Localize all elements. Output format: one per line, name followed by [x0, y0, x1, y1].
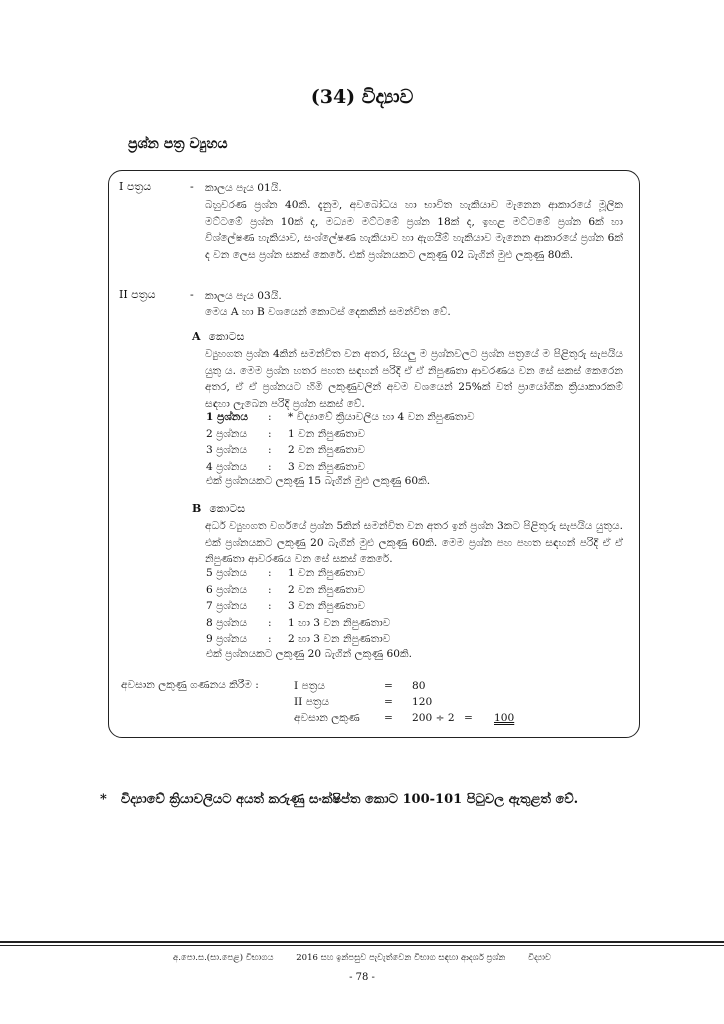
question-number: 7 ප්‍රශ්නය	[206, 600, 248, 613]
page-number: - 78 -	[349, 972, 375, 983]
section-heading: ප්‍රශ්න පත්‍ර ව්‍යුහය	[128, 136, 228, 152]
asterisk: *	[100, 792, 107, 807]
question-number: 8 ප්‍රශ්නය	[206, 616, 248, 629]
partA-label: කොටස	[208, 330, 245, 343]
question-competency: 2 හා 3 වන නිපුණතාව	[288, 633, 391, 646]
partA-body: ව්‍යුහගත ප්‍රශ්න 4කින් සමන්විත වන අතර, සියලු ම ප්‍රශ්නවලට ප්‍රශ්න පත්‍රයේ ම පිළිතුරු සැපයිය යුතු ය. මෙම ප්‍රශ්න හතර පහත සඳහන් පරිදි ඒ ඒ නිපුණතා ආවරණය වන සේ සකස් කෙරෙන අතර, ඒ ඒ ප්‍රශ්නයට හිමි ලකුණුවලින් අවම වශයෙන් 25%ක් වත් ප්‍රායෝගික ක්‍රියාකාරකම් සඳහා ලැබෙන පරිදි ප්‍රශ්න සකස් වේ.	[205, 348, 623, 410]
row-value: 200 ÷ 2	[412, 712, 455, 724]
partA-marks: එක් ප්‍රශ්නයකට ලකුණු 15 බැගින් මුළු ලකුණු 60කි.	[206, 475, 431, 487]
colon: :	[268, 616, 272, 629]
row-key: I පත්‍රය	[294, 680, 325, 692]
list-item	[206, 409, 475, 426]
list-item	[206, 565, 390, 582]
partB-marks: එක් ප්‍රශ්නයකට ලකුණු 20 බැගින් ලකුණු 60කි.	[206, 648, 412, 660]
question-competency: 2 වන නිපුණතාව	[288, 444, 366, 457]
paper2-dash: -	[190, 288, 194, 301]
colon: :	[268, 460, 272, 473]
list-item	[206, 598, 390, 615]
footnote	[100, 792, 660, 807]
row-value: 120	[412, 696, 433, 708]
question-competency: 1 හා 3 වන නිපුණතාව	[288, 616, 391, 629]
question-competency: 3 වන නිපුණතාව	[288, 460, 366, 473]
paper1-dash: -	[190, 180, 194, 193]
list-item	[206, 459, 475, 476]
final-marks-label: අවසාන ලකුණු ගණනය කිරීම :	[121, 679, 259, 691]
partA-letter: A	[192, 330, 201, 343]
row-key: II පත්‍රය	[294, 696, 330, 708]
paper2-label: II පත්‍රය	[119, 288, 156, 301]
colon: :	[268, 567, 272, 579]
row-equals: =	[384, 712, 393, 724]
partB-question-list	[206, 565, 390, 648]
colon: :	[268, 600, 272, 613]
list-item	[206, 426, 475, 443]
question-competency: 1 වන නිපුණතාව	[288, 567, 366, 579]
paper1-body: බහුවරණ ප්‍රශ්න 40කි. දැනුම, අවබෝධය හා භාවිත හැකියාව මැනෙන ආකාරයේ මූලික මට්ටමේ ප්‍රශ්න 10ක් ද, මධ්‍යම මට්ටමේ ප්‍රශ්න 18ක් ද, ඉහළ මට්ටමේ ප්‍රශ්න 6ක් හා විශ්ලේෂණ හැකියාව, සංශ්ලේෂණ හැකියාව හා ඇගයීම් හැකියාව මැනෙන ආකාරයේ ප්‍රශ්න 6ක් ද වන ලෙස ප්‍රශ්න සකස් කෙරේ. එක් ප්‍රශ්නයකට ලකුණු 02 බැගින් මුළු ලකුණු 80කි.	[205, 199, 623, 261]
partB-heading	[192, 502, 245, 516]
list-item	[206, 631, 390, 648]
question-number: 5 ප්‍රශ්නය	[206, 567, 248, 579]
footer-description: 2016 සහ ඉන්පසුව පැවැත්වෙන විභාග සඳහා ආදර්ශ ප්‍රශ්න	[296, 953, 506, 963]
list-item	[206, 615, 390, 632]
paper2-intro: මෙය A හා B වශයෙන් කොටස් දෙකකින් සමන්විත වේ.	[205, 306, 451, 318]
row-equals: =	[384, 680, 393, 692]
question-number: 6 ප්‍රශ්නය	[206, 583, 248, 596]
paper1-label: I පත්‍රය	[119, 180, 152, 193]
colon: :	[268, 411, 272, 423]
colon: :	[268, 583, 272, 596]
partB-letter: B	[192, 502, 202, 515]
partB-label: කොටස	[209, 502, 246, 515]
colon: :	[268, 427, 272, 440]
question-competency: 2 වන නිපුණතාව	[288, 583, 366, 596]
footer-exam: අ.පො.ස.(සා.පෙළ) විභාගය	[172, 953, 274, 963]
paper1-time: කාලය පැය 01යි.	[205, 182, 282, 194]
row-equals: =	[384, 696, 393, 708]
question-number: 3 ප්‍රශ්නය	[206, 444, 248, 457]
question-competency: * විද්‍යාවේ ක්‍රියාවලිය හා 4 වන නිපුණතාව	[288, 411, 475, 423]
page-title: (34) විද්‍යාව	[310, 86, 414, 108]
list-item	[206, 582, 390, 599]
question-number: 9 ප්‍රශ්නය	[206, 633, 248, 646]
question-number: 1 ප්‍රශ්නය	[206, 411, 249, 423]
question-competency: 1 වන නිපුණතාව	[288, 427, 366, 440]
paper2-time: කාලය පැය 03යි.	[205, 290, 282, 302]
question-number: 4 ප්‍රශ්නය	[206, 460, 248, 473]
row-value: 80	[412, 680, 426, 692]
question-competency: 3 වන නිපුණතාව	[288, 600, 366, 613]
row-equals-2: =	[464, 712, 473, 724]
footer-subject: විද්‍යාව	[527, 953, 552, 963]
partB-body: අර්ධ ව්‍යුහගත වර්ගයේ ප්‍රශ්න 5කින් සමන්විත වන අතර ඉන් ප්‍රශ්න 3කට පිළිතුරු සැපයිය යුතුය. එක් ප්‍රශ්නයකට ලකුණු 20 බැගින් මුළු ලකුණු 60කි. මෙම ප්‍රශ්න පහ පහත සඳහන් පරිදි ඒ ඒ නිපුණතා ආවරණය වන සේ සකස් කෙරේ.	[205, 520, 623, 566]
partA-heading	[192, 330, 244, 344]
footnote-text: විද්‍යාවේ ක්‍රියාවලියට අයත් කරුණු සංක්ෂිප්ත කොට 100-101 පිටුවල ඇතුළත් වේ.	[120, 792, 579, 807]
row-result: 100	[494, 712, 515, 724]
colon: :	[268, 444, 272, 457]
list-item	[206, 442, 475, 459]
partA-question-list	[206, 409, 475, 475]
question-number: 2 ප්‍රශ්නය	[206, 427, 248, 440]
footer-rule	[0, 941, 724, 943]
row-key: අවසාන ලකුණ	[294, 712, 360, 724]
colon: :	[268, 633, 272, 646]
footer-line	[0, 953, 724, 963]
footer-rule-thin	[0, 945, 724, 946]
